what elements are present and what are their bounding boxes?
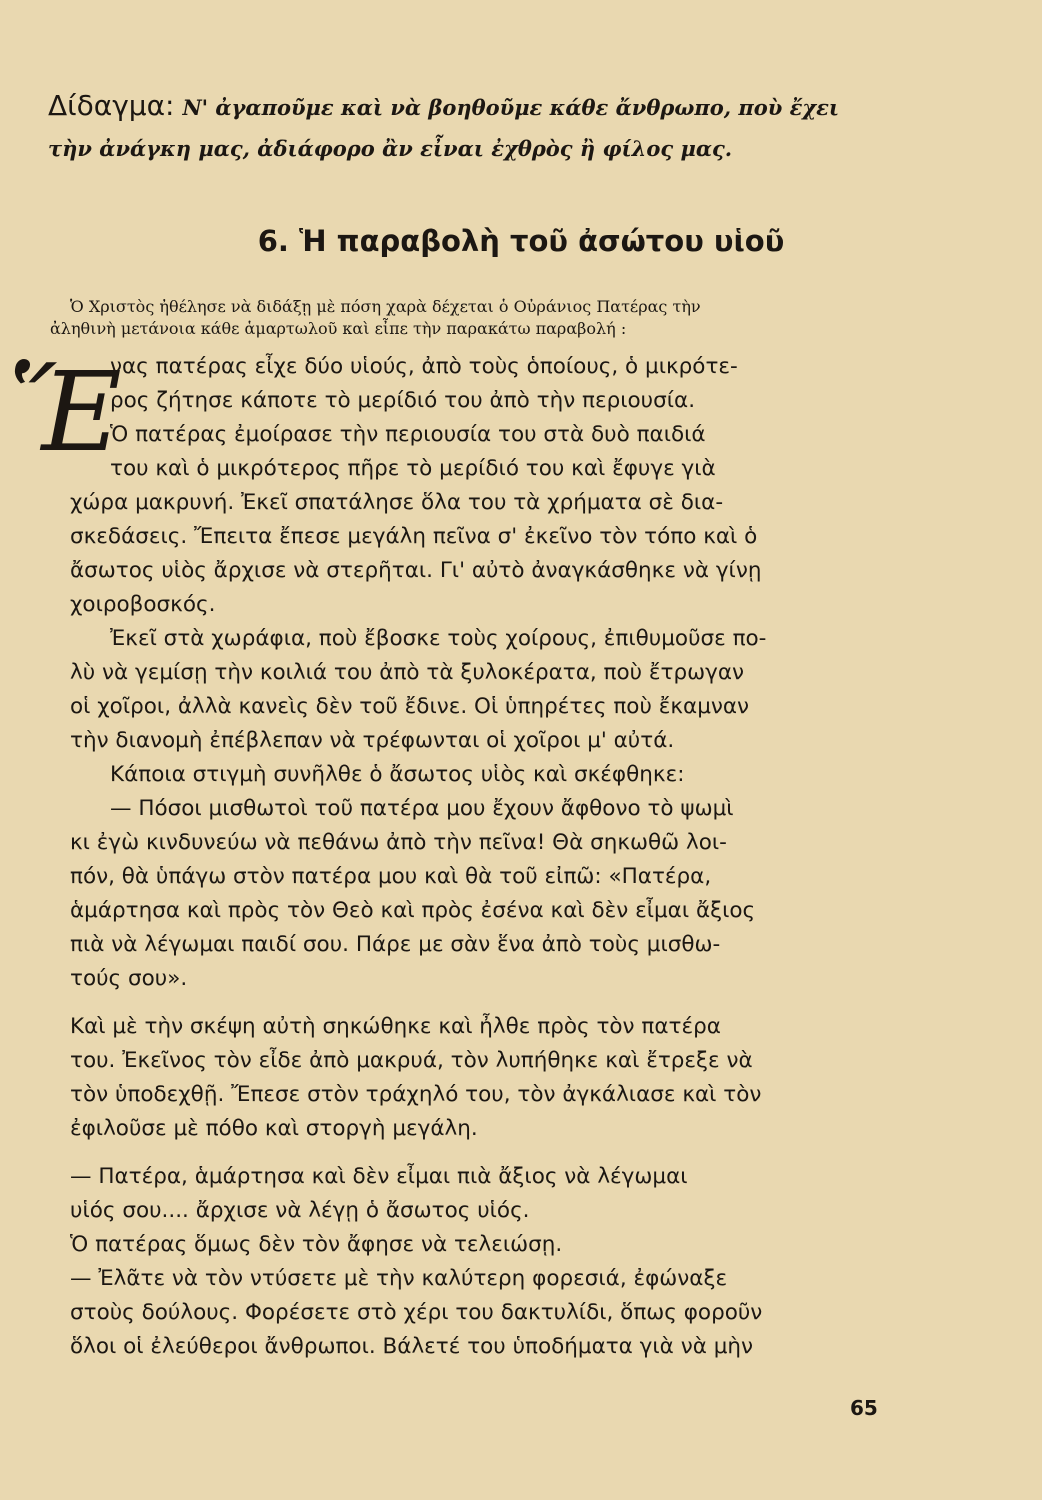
text-line: υἱός σου.... ἄρχισε νὰ λέγῃ ὁ ἄσωτος υἱός. [70, 1198, 530, 1223]
motto-line-1 [48, 86, 868, 128]
motto [48, 86, 868, 169]
text-line: ὅλοι οἱ ἐλεύθεροι ἄνθρωποι. Βάλετέ του ὑποδήματα γιὰ νὰ μὴν [70, 1334, 754, 1359]
text-line: ἁμάρτησα καὶ πρὸς τὸν Θεὸ καὶ πρὸς ἐσένα καὶ δὲν εἶμαι ἄξιος [70, 898, 756, 923]
page-number: 65 [850, 1396, 878, 1420]
story-text [70, 350, 870, 1364]
text-line: του. Ἐκεῖνος τὸν εἶδε ἀπὸ μακρυά, τὸν λυπήθηκε καὶ ἔτρεξε νὰ [70, 1048, 753, 1073]
text-line: χώρα μακρυνή. Ἐκεῖ σπατάλησε ὅλα του τὰ χρήματα σὲ δια- [70, 490, 724, 515]
text-line: τούς σου». [70, 966, 188, 991]
text-line: Κάποια στιγμὴ συνῆλθε ὁ ἄσωτος υἱὸς καὶ σκέφθηκε: [110, 762, 685, 787]
text-line: ρος ζήτησε κάποτε τὸ μερίδιό του ἀπὸ τὴν περιουσία. [110, 388, 696, 413]
text-line: — Πόσοι μισθωτοὶ τοῦ πατέρα μου ἔχουν ἄφθονο τὸ ψωμὶ [110, 796, 734, 821]
intro-line-2: ἀληθινὴ μετάνοια κάθε ἁμαρτωλοῦ καὶ εἶπε τὴν παρακάτω παραβολή : [50, 319, 627, 338]
motto-text-1: Ν' ἀγαποῦμε καὶ νὰ βοηθοῦμε κάθε ἄνθρωπο, ποὺ ἔχει [182, 95, 840, 120]
motto-line-2 [48, 128, 868, 169]
chapter-title: 6. Ἡ παραβολὴ τοῦ ἀσώτου υἱοῦ [257, 224, 785, 258]
text-line: νας πατέρας εἶχε δύο υἱούς, ἀπὸ τοὺς ὁποίους, ὁ μικρότε- [110, 354, 738, 379]
text-line: στοὺς δούλους. Φορέσετε στὸ χέρι του δακτυλίδι, ὅπως φοροῦν [70, 1300, 763, 1325]
text-line: του καὶ ὁ μικρότερος πῆρε τὸ μερίδιό του καὶ ἔφυγε γιὰ [110, 456, 716, 481]
intro-line-1: Ὁ Χριστὸς ἠθέλησε νὰ διδάξῃ μὲ πόση χαρὰ δέχεται ὁ Οὐράνιος Πατέρας τὴν [70, 297, 701, 316]
text-line: χοιροβοσκός. [70, 592, 216, 617]
drop-capital: Ἕ [8, 348, 122, 476]
text-line: Ὁ πατέρας ὅμως δὲν τὸν ἄφησε νὰ τελειώσῃ. [70, 1232, 563, 1257]
text-line: Καὶ μὲ τὴν σκέψη αὐτὴ σηκώθηκε καὶ ἦλθε πρὸς τὸν πατέρα [70, 1014, 721, 1039]
text-line: — Πατέρα, ἁμάρτησα καὶ δὲν εἶμαι πιὰ ἄξιος νὰ λέγωμαι [70, 1164, 688, 1189]
text-line: — Ἐλᾶτε νὰ τὸν ντύσετε μὲ τὴν καλύτερη φορεσιά, ἐφώναξε [70, 1266, 728, 1291]
text-line: λὺ νὰ γεμίσῃ τὴν κοιλιά του ἀπὸ τὰ ξυλοκέρατα, ποὺ ἔτρωγαν [70, 660, 745, 685]
motto-text-2: τὴν ἀνάγκη μας, ἀδιάφορο ἂν εἶναι ἐχθρὸς ἢ φίλος μας. [48, 136, 733, 161]
text-line: τὴν διανομὴ ἐπέβλεπαν νὰ τρέφωνται οἱ χοῖροι μ' αὐτά. [70, 728, 675, 753]
motto-label: Δίδαγμα: [48, 89, 175, 122]
text-line: τὸν ὑποδεχθῇ. Ἔπεσε στὸν τράχηλό του, τὸν ἀγκάλιασε καὶ τὸν [70, 1082, 762, 1107]
text-line: σκεδάσεις. Ἔπειτα ἔπεσε μεγάλη πεῖνα σ' ἐκεῖνο τὸν τόπο καὶ ὁ [70, 524, 758, 549]
paragraph-gap [70, 996, 870, 1010]
text-line: κι ἐγὼ κινδυνεύω νὰ πεθάνω ἀπὸ τὴν πεῖνα! Θὰ σηκωθῶ λοι- [70, 830, 727, 855]
text-line: πιὰ νὰ λέγωμαι παιδί σου. Πάρε με σὰν ἕνα ἀπὸ τοὺς μισθω- [70, 932, 721, 957]
text-line: πόν, θὰ ὑπάγω στὸν πατέρα μου καὶ θὰ τοῦ εἰπῶ: «Πατέρα, [70, 864, 712, 889]
text-line: Ὁ πατέρας ἐμοίρασε τὴν περιουσία του στὰ δυὸ παιδιά [110, 422, 706, 447]
text-line: Ἐκεῖ στὰ χωράφια, ποὺ ἔβοσκε τοὺς χοίρους, ἐπιθυμοῦσε πο- [110, 626, 767, 651]
intro-paragraph [50, 296, 870, 340]
text-line: ἄσωτος υἱὸς ἄρχισε νὰ στερῆται. Γι' αὐτὸ ἀναγκάσθηκε νὰ γίνῃ [70, 558, 762, 583]
paragraph-gap [70, 1146, 870, 1160]
text-line: ἐφιλοῦσε μὲ πόθο καὶ στοργὴ μεγάλη. [70, 1116, 478, 1141]
text-line: οἱ χοῖροι, ἀλλὰ κανεὶς δὲν τοῦ ἔδινε. Οἱ ὑπηρέτες ποὺ ἔκαμναν [70, 694, 750, 719]
